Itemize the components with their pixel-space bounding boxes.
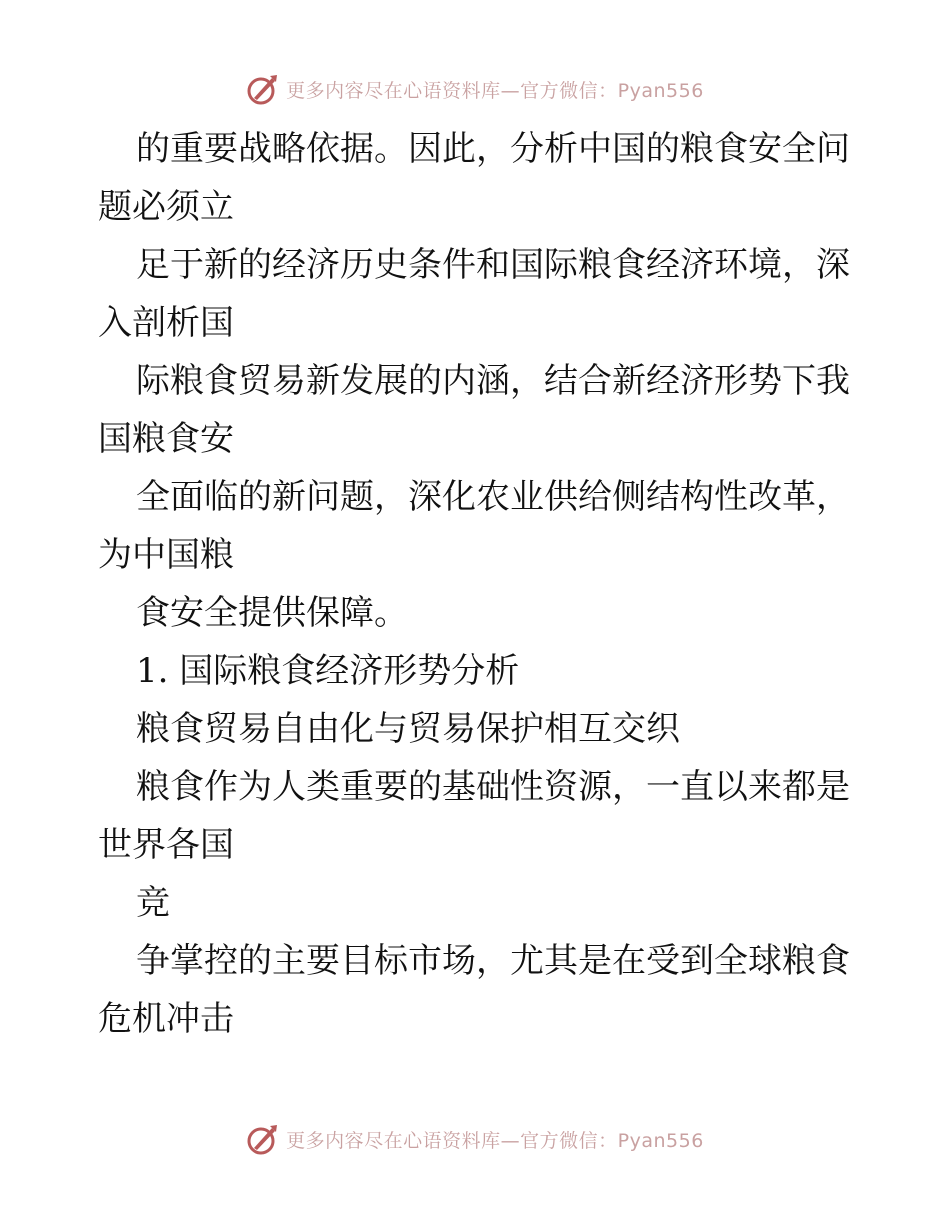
- header-watermark: [0, 72, 950, 106]
- watermark-text: 更多内容尽在心语资料库—官方微信：Pyan556: [286, 79, 704, 102]
- paragraph: [98, 758, 858, 874]
- subsection-heading-text: 粮食贸易自由化与贸易保护相互交织: [136, 709, 680, 749]
- watermark-text: 更多内容尽在心语资料库—官方微信：Pyan556: [286, 1129, 704, 1152]
- paragraph-line: 粮食作为人类重要的基础性资源，一直以来都是: [136, 767, 850, 807]
- paragraph-line: 世界各国: [98, 825, 234, 865]
- paragraph-line: 的重要战略依据。因此，分析中国的粮食安全问: [136, 129, 850, 169]
- quill-pen-circle-icon: [246, 72, 280, 106]
- paragraph-line: 为中国粮: [98, 535, 234, 575]
- paragraph: [98, 584, 858, 642]
- paragraph-line: 争掌控的主要目标市场，尤其是在受到全球粮食: [136, 941, 850, 981]
- paragraph: [98, 236, 858, 352]
- paragraph-line: 足于新的经济历史条件和国际粮食经济环境，深: [136, 245, 850, 285]
- paragraph-line: 国粮食安: [98, 419, 234, 459]
- footer-watermark: [0, 1122, 950, 1156]
- subsection-heading: [98, 700, 858, 758]
- paragraph-line: 入剖析国: [98, 303, 234, 343]
- document-body: [98, 120, 858, 1048]
- paragraph: [98, 932, 858, 1048]
- quill-pen-circle-icon: [246, 1122, 280, 1156]
- section-heading: [98, 642, 858, 700]
- paragraph-line: 全面临的新问题，深化农业供给侧结构性改革，: [136, 477, 850, 517]
- paragraph: [98, 468, 858, 584]
- paragraph-line: 际粮食贸易新发展的内涵，结合新经济形势下我: [136, 361, 850, 401]
- paragraph-line: 危机冲击: [98, 999, 234, 1039]
- paragraph: [98, 120, 858, 236]
- section-heading-text: 1. 国际粮食经济形势分析: [136, 651, 520, 691]
- paragraph-line: 食安全提供保障。: [136, 593, 408, 633]
- paragraph: [98, 352, 858, 468]
- paragraph-line: 题必须立: [98, 187, 234, 227]
- paragraph: [98, 874, 858, 932]
- paragraph-line: 竞: [136, 883, 170, 923]
